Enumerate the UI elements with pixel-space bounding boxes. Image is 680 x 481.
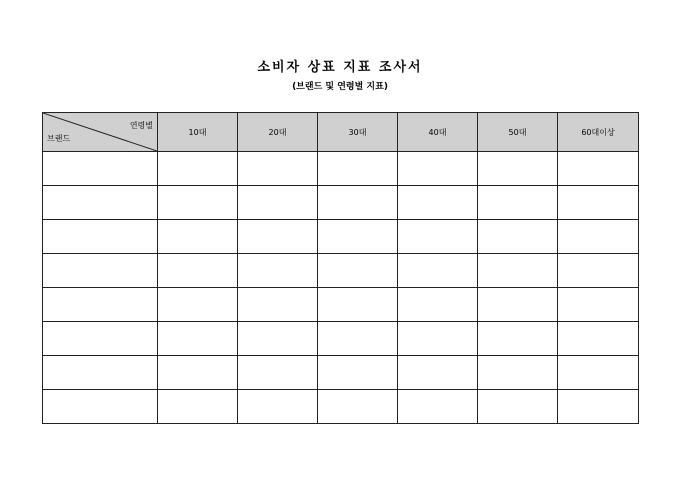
value-cell[interactable] <box>318 288 398 322</box>
value-cell[interactable] <box>398 390 478 424</box>
corner-brand-label: 브랜드 <box>47 134 71 143</box>
brand-cell[interactable] <box>43 254 158 288</box>
value-cell[interactable] <box>318 220 398 254</box>
value-cell[interactable] <box>318 390 398 424</box>
value-cell[interactable] <box>558 356 639 390</box>
value-cell[interactable] <box>158 152 238 186</box>
value-cell[interactable] <box>158 220 238 254</box>
value-cell[interactable] <box>158 390 238 424</box>
diagonal-divider <box>43 113 157 151</box>
value-cell[interactable] <box>158 288 238 322</box>
brand-cell[interactable] <box>43 220 158 254</box>
table-row <box>43 356 639 390</box>
value-cell[interactable] <box>158 356 238 390</box>
value-cell[interactable] <box>158 186 238 220</box>
value-cell[interactable] <box>318 356 398 390</box>
document-subtitle: (브랜드 및 연령별 지표) <box>292 82 388 92</box>
value-cell[interactable] <box>238 288 318 322</box>
value-cell[interactable] <box>318 322 398 356</box>
table-row <box>43 322 639 356</box>
table-row <box>43 254 639 288</box>
value-cell[interactable] <box>238 220 318 254</box>
brand-cell[interactable] <box>43 390 158 424</box>
value-cell[interactable] <box>238 390 318 424</box>
column-header-40s: 40대 <box>398 113 478 152</box>
brand-cell[interactable] <box>43 356 158 390</box>
value-cell[interactable] <box>398 356 478 390</box>
brand-cell[interactable] <box>43 186 158 220</box>
value-cell[interactable] <box>478 254 558 288</box>
table-row <box>43 220 639 254</box>
value-cell[interactable] <box>398 186 478 220</box>
brand-cell[interactable] <box>43 152 158 186</box>
value-cell[interactable] <box>558 186 639 220</box>
value-cell[interactable] <box>158 254 238 288</box>
table-row <box>43 152 639 186</box>
value-cell[interactable] <box>318 254 398 288</box>
value-cell[interactable] <box>398 254 478 288</box>
value-cell[interactable] <box>558 288 639 322</box>
corner-header-cell <box>43 113 158 152</box>
value-cell[interactable] <box>478 322 558 356</box>
value-cell[interactable] <box>558 254 639 288</box>
value-cell[interactable] <box>558 152 639 186</box>
value-cell[interactable] <box>318 152 398 186</box>
value-cell[interactable] <box>398 288 478 322</box>
value-cell[interactable] <box>398 152 478 186</box>
column-header-60s-plus: 60대이상 <box>558 113 639 152</box>
column-header-30s: 30대 <box>318 113 398 152</box>
document-title: 소비자 상표 지표 조사서 <box>257 60 423 75</box>
value-cell[interactable] <box>558 322 639 356</box>
table-header-row <box>43 113 639 152</box>
value-cell[interactable] <box>238 322 318 356</box>
value-cell[interactable] <box>478 152 558 186</box>
table-body <box>43 152 639 424</box>
table-row <box>43 186 639 220</box>
value-cell[interactable] <box>398 322 478 356</box>
value-cell[interactable] <box>478 220 558 254</box>
corner-age-label: 연령별 <box>129 121 153 130</box>
brand-cell[interactable] <box>43 288 158 322</box>
value-cell[interactable] <box>238 356 318 390</box>
brand-cell[interactable] <box>43 322 158 356</box>
column-header-20s: 20대 <box>238 113 318 152</box>
table-row <box>43 390 639 424</box>
survey-table <box>42 112 639 424</box>
value-cell[interactable] <box>478 356 558 390</box>
column-header-10s: 10대 <box>158 113 238 152</box>
value-cell[interactable] <box>238 152 318 186</box>
value-cell[interactable] <box>398 220 478 254</box>
value-cell[interactable] <box>158 322 238 356</box>
value-cell[interactable] <box>478 390 558 424</box>
value-cell[interactable] <box>478 288 558 322</box>
value-cell[interactable] <box>558 220 639 254</box>
value-cell[interactable] <box>238 186 318 220</box>
value-cell[interactable] <box>238 254 318 288</box>
value-cell[interactable] <box>318 186 398 220</box>
value-cell[interactable] <box>478 186 558 220</box>
value-cell[interactable] <box>558 390 639 424</box>
table-row <box>43 288 639 322</box>
column-header-50s: 50대 <box>478 113 558 152</box>
